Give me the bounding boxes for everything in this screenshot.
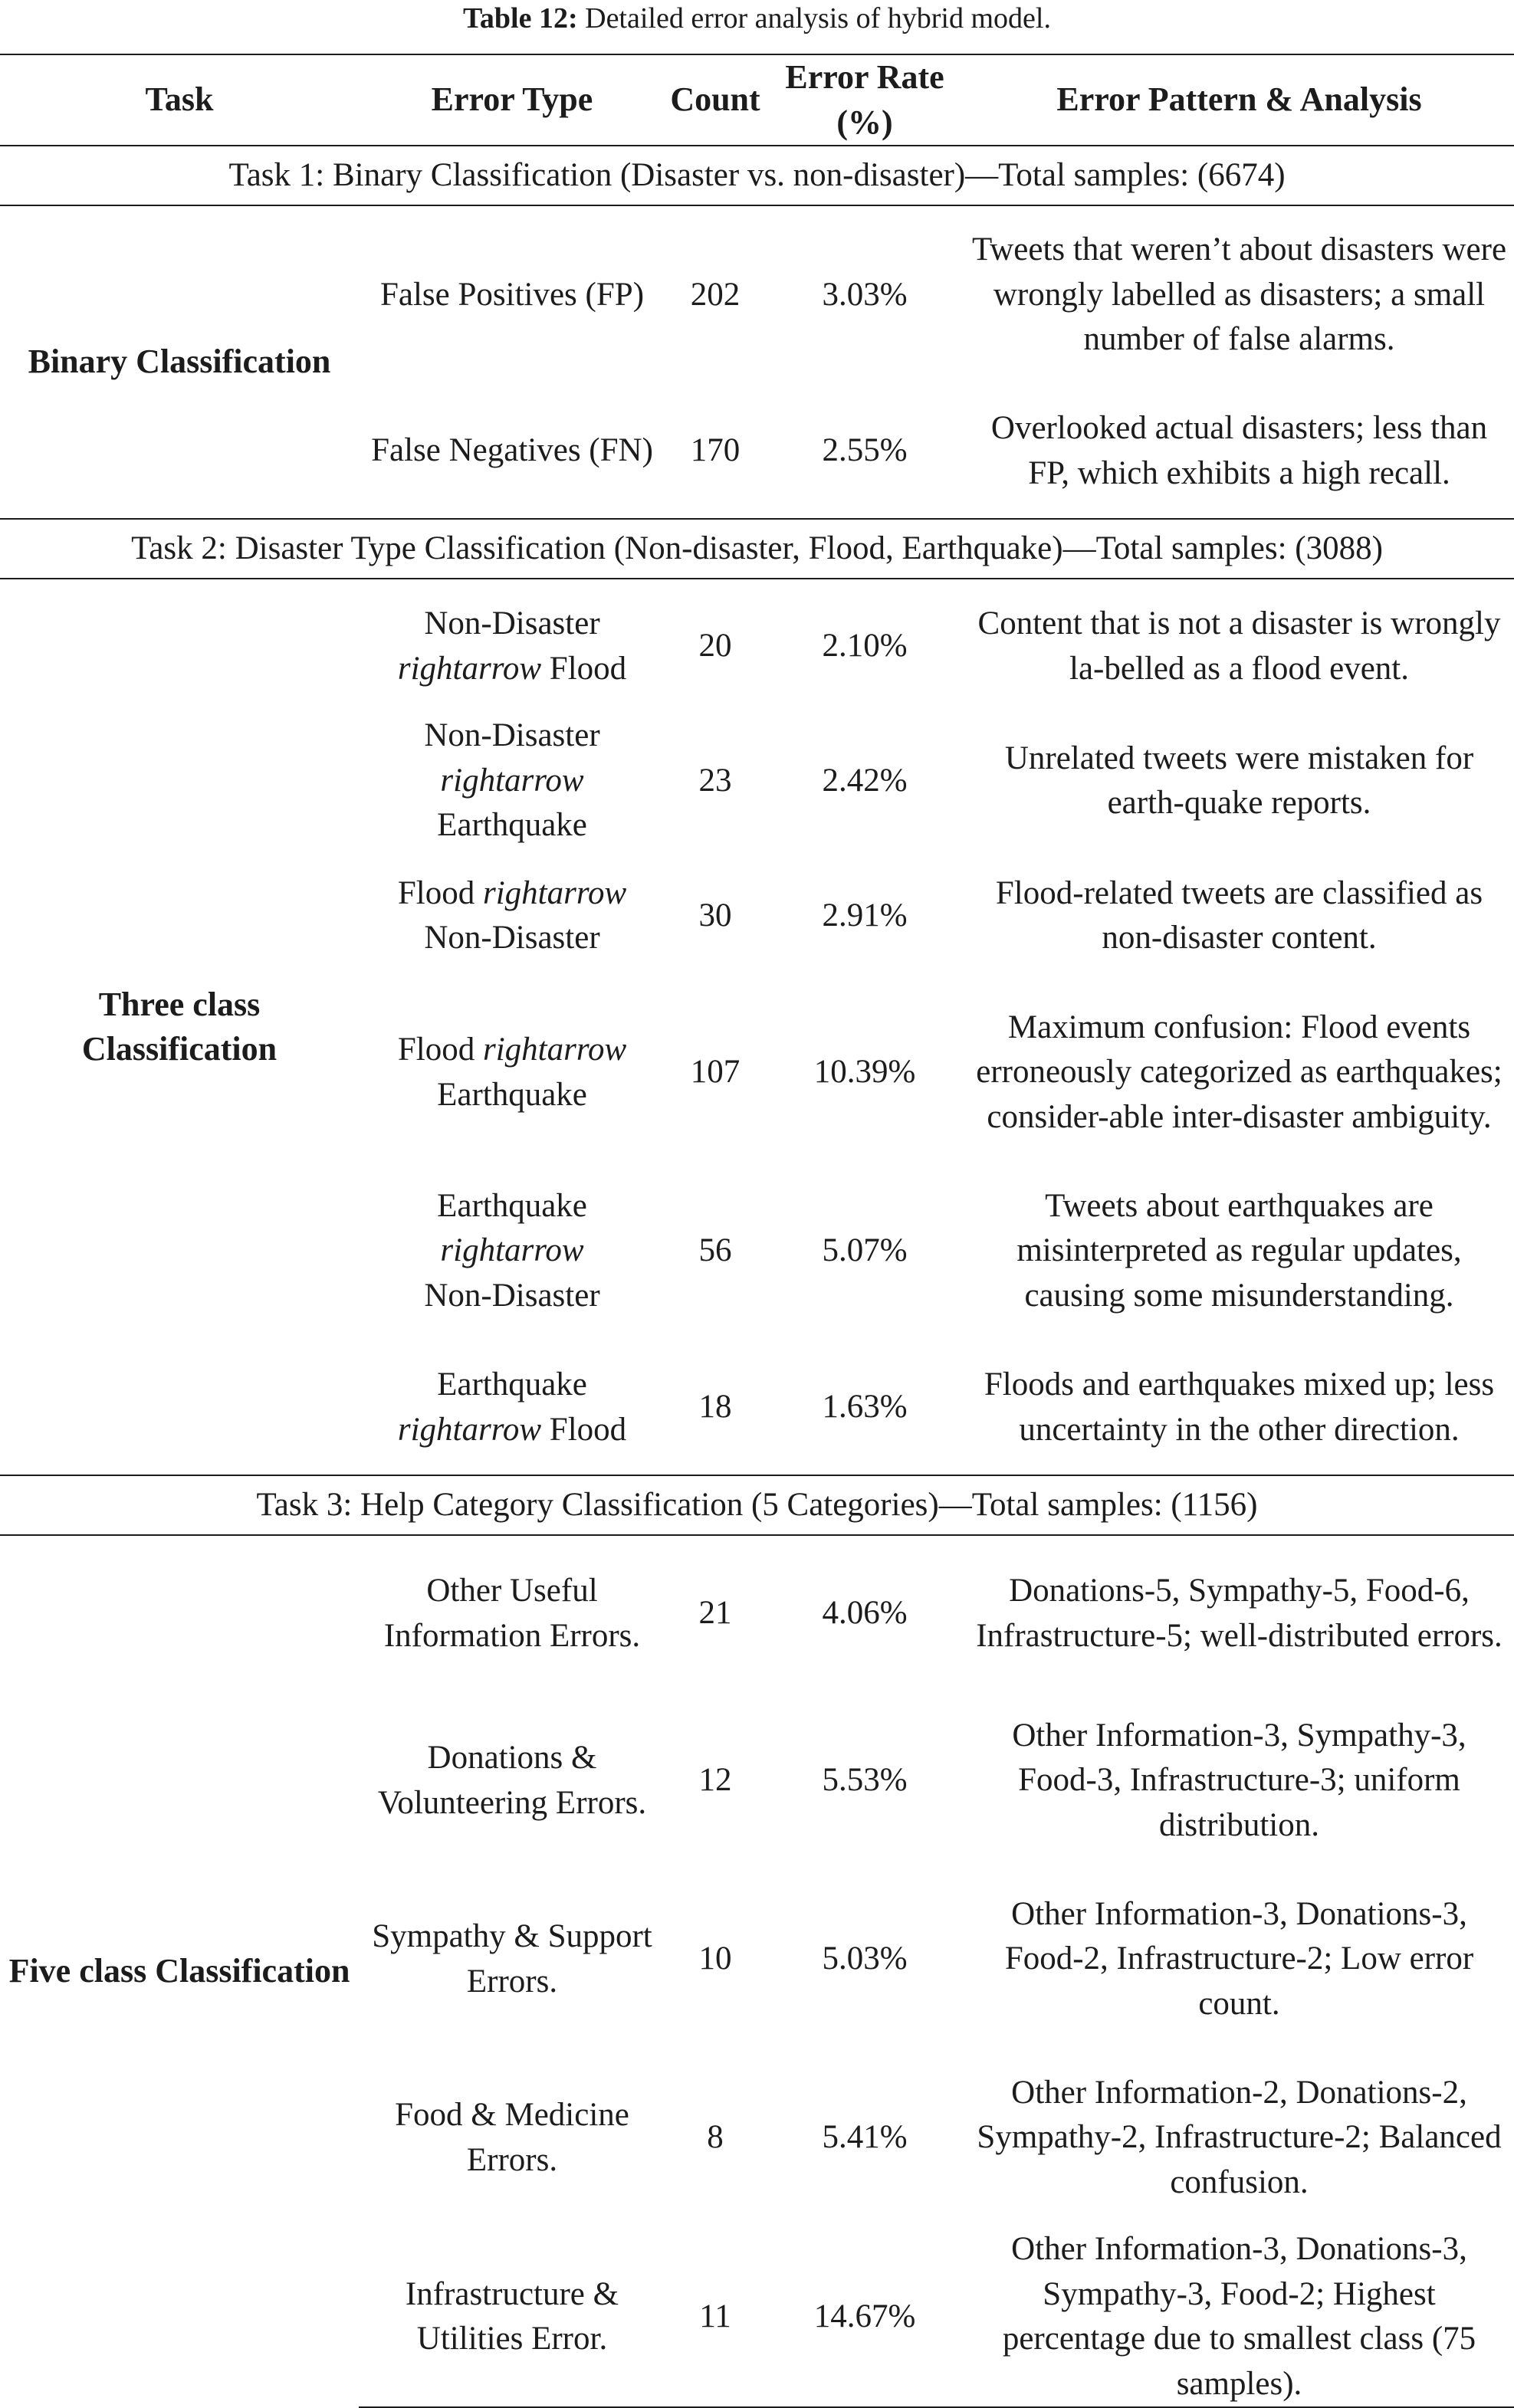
- table-row: [0, 579, 1514, 714]
- count-cell: 12: [698, 1762, 732, 1799]
- rate-cell: 1.63%: [822, 1389, 908, 1425]
- rate-cell: 2.42%: [822, 762, 908, 799]
- count-cell: 56: [698, 1232, 732, 1269]
- header-task: Task: [0, 54, 359, 146]
- arrow-label: rightarrow: [482, 874, 627, 911]
- type-to: Earthquake: [437, 807, 587, 844]
- analysis-cell: Donations-5, Sympathy-5, Food-6, Infrastructure-5; well-distributed errors.: [976, 1573, 1503, 1654]
- type-to: Flood: [549, 1411, 627, 1448]
- rate-cell: 10.39%: [813, 1054, 916, 1091]
- type-from: Flood: [397, 874, 475, 911]
- error-type-cell: [359, 1340, 665, 1475]
- analysis-cell: Tweets that weren’t about disasters were wrongly labelled as disasters; a small number of false alarms.: [971, 231, 1507, 358]
- arrow-label: rightarrow: [397, 650, 542, 687]
- error-type-cell: Other Useful Information Errors.: [383, 1573, 641, 1654]
- type-from: Non-Disaster: [424, 605, 600, 641]
- rate-cell: 2.10%: [822, 628, 908, 664]
- analysis-cell: Tweets about earthquakes are misinterpreted as regular updates, causing some misunderstanding.: [1016, 1187, 1462, 1314]
- count-cell: 107: [690, 1054, 741, 1091]
- table-row: [0, 205, 1514, 384]
- rate-cell: 5.03%: [822, 1941, 908, 1977]
- analysis-cell: Content that is not a disaster is wrongly la-belled as a flood event.: [977, 605, 1501, 687]
- type-from: Flood: [397, 1032, 475, 1068]
- header-error-type: Error Type: [359, 54, 665, 146]
- header-count: Count: [665, 54, 765, 146]
- table-caption: [0, 3, 1514, 34]
- type-to: Flood: [549, 650, 627, 687]
- error-type-cell: Infrastructure & Utilities Error.: [359, 2227, 665, 2407]
- analysis-cell: Flood-related tweets are classified as non-disaster content.: [995, 874, 1483, 956]
- rate-cell: 5.53%: [822, 1762, 908, 1799]
- count-cell: 170: [690, 432, 741, 469]
- header-row: [0, 54, 1514, 146]
- table-row: [0, 1535, 1514, 1691]
- rate-cell: 5.07%: [822, 1232, 908, 1269]
- header-error-rate: Error Rate (%): [765, 54, 964, 146]
- section-title: Task 2: Disaster Type Classification (Non-disaster, Flood, Earthquake)—Total samples: (3088): [0, 519, 1514, 579]
- analysis-cell: Overlooked actual disasters; less than FP, which exhibits a high recall.: [990, 410, 1488, 491]
- count-cell: 30: [698, 897, 732, 933]
- error-type-cell: Donations & Volunteering Errors.: [377, 1740, 647, 1821]
- error-type-cell: Food & Medicine Errors.: [395, 2097, 629, 2178]
- caption-text: Detailed error analysis of hybrid model.: [577, 2, 1051, 34]
- type-from: Earthquake: [437, 1366, 587, 1402]
- task-cell: Five class Classification: [8, 1952, 350, 1990]
- task-cell: Binary Classification: [28, 343, 331, 381]
- analysis-cell: Other Information-2, Donations-2, Sympathy-2, Infrastructure-2; Balanced confusion.: [977, 2074, 1502, 2200]
- count-cell: 8: [707, 2119, 724, 2156]
- rate-cell: 5.41%: [822, 2119, 908, 2156]
- error-analysis-table: [0, 54, 1514, 2408]
- rate-cell: 2.55%: [822, 432, 908, 469]
- count-cell: 10: [698, 1941, 732, 1977]
- count-cell: 18: [698, 1389, 732, 1425]
- type-from: Earthquake: [437, 1187, 587, 1224]
- section-title-row: [0, 1475, 1514, 1535]
- type-from: Non-Disaster: [424, 717, 600, 754]
- error-type-cell: [359, 983, 665, 1162]
- error-type-cell: False Negatives (FN): [371, 432, 653, 469]
- count-cell: 23: [698, 762, 732, 799]
- count-cell: 11: [665, 2227, 765, 2407]
- analysis-cell: Unrelated tweets were mistaken for earth-quake reports.: [1004, 740, 1474, 821]
- section-title-row: [0, 519, 1514, 579]
- error-type-cell: [359, 1162, 665, 1340]
- analysis-cell: Other Information-3, Sympathy-3, Food-3, Infrastructure-3; uniform distribution.: [1012, 1717, 1466, 1843]
- error-type-cell: [359, 579, 665, 714]
- analysis-cell: Other Information-3, Donations-3, Food-2, Infrastructure-2; Low error count.: [1004, 1895, 1474, 2022]
- error-type-cell: [359, 848, 665, 983]
- analysis-cell: Maximum confusion: Flood events erroneously categorized as earthquakes; consider-able inter-disaster ambiguity.: [976, 1009, 1503, 1135]
- rate-cell: 2.91%: [822, 897, 908, 933]
- type-to: Non-Disaster: [424, 1277, 600, 1314]
- type-to: Earthquake: [437, 1076, 587, 1113]
- arrow-label: rightarrow: [440, 1232, 584, 1269]
- section-title: Task 3: Help Category Classification (5 Categories)—Total samples: (1156): [0, 1475, 1514, 1535]
- count-cell: 20: [698, 628, 732, 664]
- arrow-label: rightarrow: [440, 762, 584, 799]
- rate-cell: 4.06%: [822, 1595, 908, 1632]
- error-type-cell: Sympathy & Support Errors.: [372, 1918, 652, 2000]
- caption-label: Table 12:: [463, 2, 578, 34]
- analysis-cell: Other Information-3, Donations-3, Sympathy-3, Food-2; Highest percentage due to smallest class (75 samples).: [964, 2227, 1514, 2407]
- count-cell: 202: [690, 276, 741, 313]
- type-to: Non-Disaster: [424, 920, 600, 956]
- header-analysis: Error Pattern & Analysis: [964, 54, 1514, 146]
- task-cell: Three class Classification: [81, 985, 278, 1068]
- arrow-label: rightarrow: [482, 1032, 627, 1068]
- error-type-cell: False Positives (FP): [379, 276, 645, 313]
- rate-cell: 14.67%: [765, 2227, 964, 2407]
- error-type-cell: [359, 714, 665, 848]
- rate-cell: 3.03%: [822, 276, 908, 313]
- arrow-label: rightarrow: [397, 1411, 542, 1448]
- section-title-row: [0, 146, 1514, 205]
- analysis-cell: Floods and earthquakes mixed up; less uncertainty in the other direction.: [984, 1366, 1495, 1448]
- count-cell: 21: [698, 1595, 732, 1632]
- section-title: Task 1: Binary Classification (Disaster vs. non-disaster)—Total samples: (6674): [0, 146, 1514, 205]
